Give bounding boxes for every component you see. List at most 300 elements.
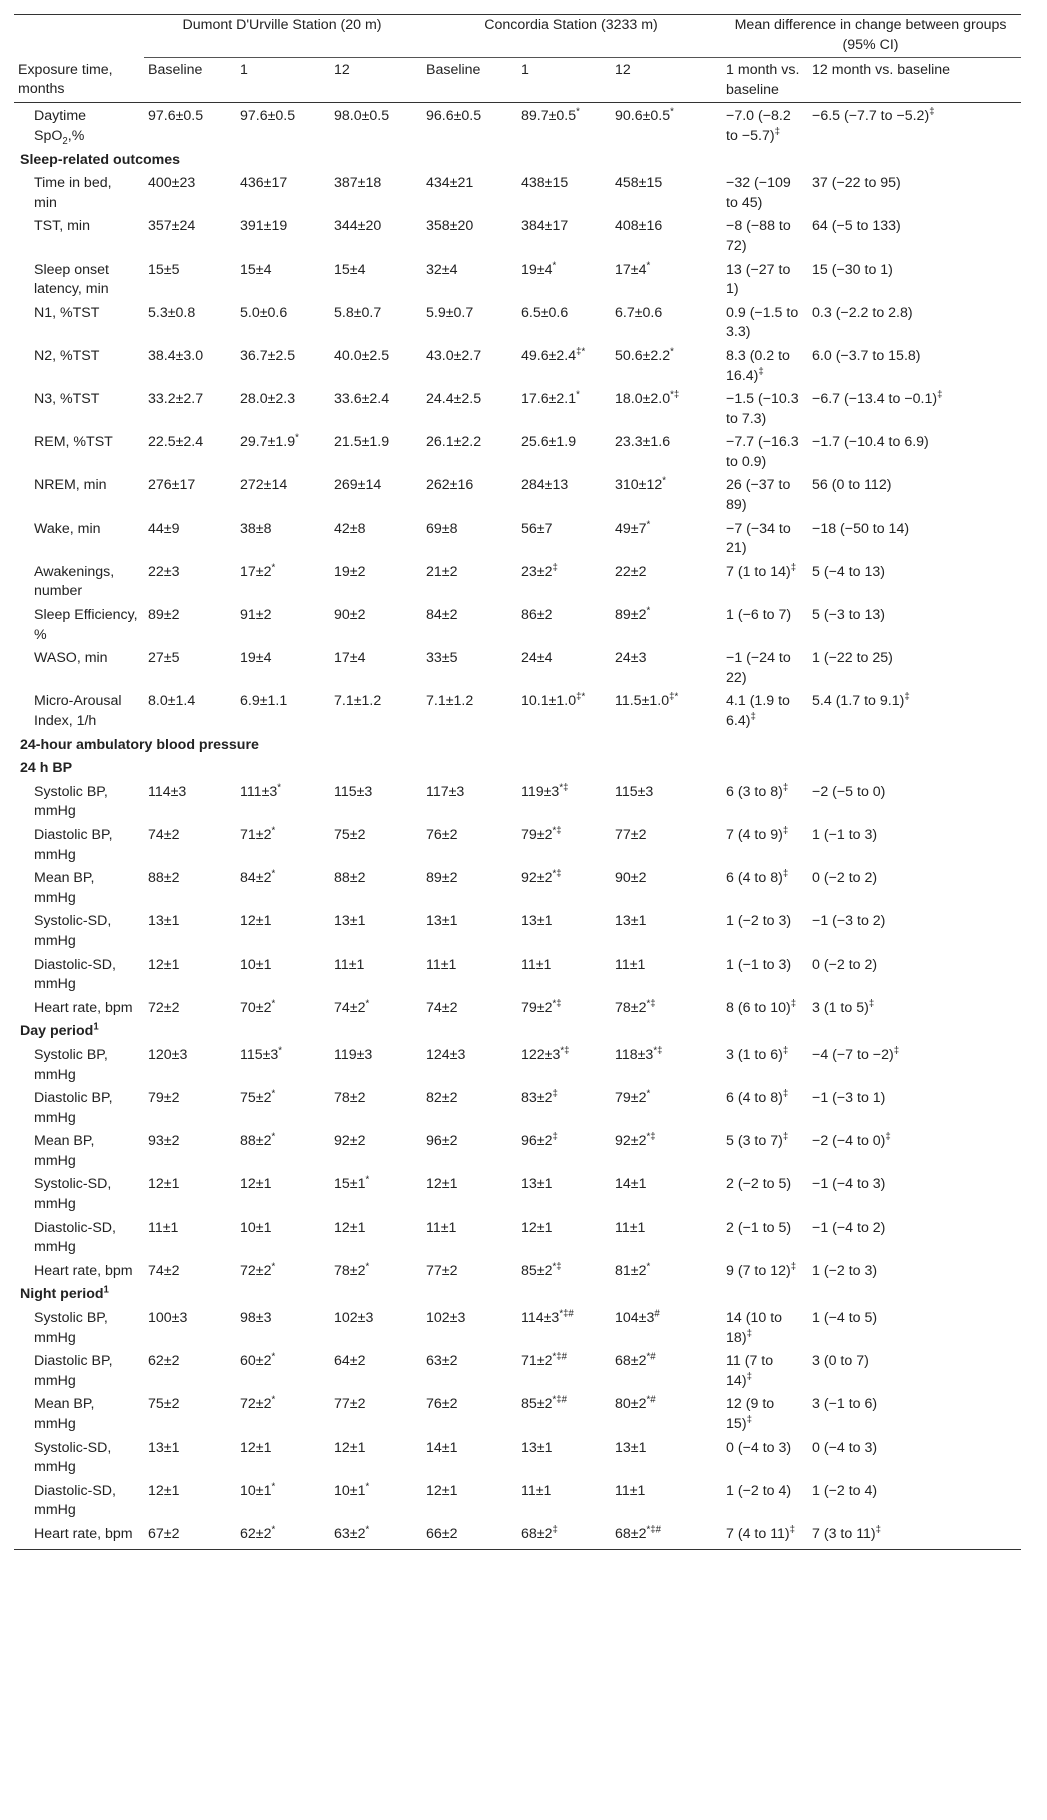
table-cell: 28.0±2.3 [240,391,296,408]
table-row [14,997,1021,1021]
table-row [14,1260,1021,1284]
table-cell: 89.7±0.5* [517,103,611,149]
table-cell: 3 (−1 to 6) [812,1396,878,1413]
table-cell: 0 (−2 to 2) [812,956,878,973]
table-cell: 0.9 (−1.5 to 3.3) [726,304,799,341]
table-cell: 5.4 (1.7 to 9.1)‡ [812,691,910,710]
table-cell: 14±1 [426,1439,458,1456]
table-cell: 12±1 [334,1219,366,1236]
table-cell: 13±1 [615,913,647,930]
table-row [14,1393,1021,1436]
table-cell: 387±18 [334,175,382,192]
table-cell: −7 (−34 to 21) [726,520,791,557]
table-cell: 7 (1 to 14)‡ [726,562,797,580]
table-cell: 344±20 [334,218,382,235]
table-cell: 38±8 [240,520,272,537]
table-row [14,431,1021,474]
table-cell: 74±2 [148,1262,180,1279]
table-cell: 78±2 [334,1090,366,1107]
table-cell: 79±2*‡ [521,997,562,1016]
table-row [14,302,1021,345]
table-cell: 84±2 [426,607,458,624]
table-row [14,690,1021,733]
table-cell: 21.5±1.9 [334,434,390,451]
table-cell: 63±2* [330,1523,422,1549]
table-cell: 114±3*‡# [521,1308,574,1327]
table-cell: 6.7±0.6 [615,304,663,321]
table-cell: 23±2‡ [521,562,558,580]
table-cell: 5.3±0.8 [148,304,196,321]
table-cell: 269±14 [334,477,382,494]
table-cell: 71±2* [240,825,276,843]
table-cell: 24±3 [615,650,647,667]
table-cell: 90±2 [615,870,647,887]
table-cell: 5.8±0.7 [334,304,382,321]
table-cell: 85±2*‡ [521,1261,562,1279]
table-cell: 24.4±2.5 [426,391,482,408]
table-cell: 10±1 [240,956,272,973]
subheader-dumont-1: 1 [236,58,330,103]
table-cell: 77±2 [426,1262,458,1279]
table-row [14,1087,1021,1130]
table-row [14,259,1021,302]
table-cell: 97.6±0.5 [144,103,236,149]
table-cell: 13±1 [148,913,180,930]
table-cell: −1 (−3 to 2) [812,913,886,930]
table-cell: 14±1 [615,1176,647,1193]
table-cell: 97.6±0.5 [236,103,330,149]
table-cell: 102±3 [334,1310,374,1327]
header-corner [14,15,144,58]
row-label: Systolic BP, mmHg [34,1310,108,1346]
table-cell: 100±3 [148,1310,188,1327]
table-cell: 104±3# [615,1308,660,1327]
subheader-diff-1-month: 1 month vs. baseline [722,58,808,103]
row-label: Heart rate, bpm [14,1523,144,1549]
table-cell: 10±1 [240,1219,272,1236]
table-cell: 11.5±1.0‡* [615,691,679,710]
table-cell: 12±1 [148,1482,180,1499]
table-cell: 12±1 [240,913,272,930]
table-cell: 115±3 [334,783,373,800]
table-cell: 75±2 [148,1396,180,1413]
table-cell: 6 (3 to 8)‡ [726,782,789,800]
table-cell: 12±1 [240,1176,272,1193]
table-cell: 90±2 [334,607,366,624]
table-row [14,1480,1021,1523]
table-cell: 17±2* [240,562,276,580]
table-cell: 120±3 [148,1046,188,1063]
table-cell: 12±1 [521,1219,553,1236]
table-cell: 92±2*‡ [615,1131,656,1150]
table-cell: 1 (−2 to 4) [812,1482,878,1499]
table-cell: 111±3* [240,782,282,800]
table-cell: −4 (−7 to −2)‡ [812,1045,900,1063]
table-cell: 10±1* [334,1481,370,1499]
table-cell: 15±1* [334,1174,370,1193]
row-label: Heart rate, bpm [34,1262,133,1279]
table-cell: 115±3* [240,1045,283,1063]
table-cell: 24±4 [521,650,553,667]
table-cell: 50.6±2.2* [615,346,674,364]
table-cell: 89±2 [148,607,180,624]
table-cell: 8.3 (0.2 to 16.4)‡ [726,347,790,384]
table-cell: 74±2 [426,999,458,1016]
table-cell: 13±1 [521,913,553,930]
table-cell: 42±8 [334,520,366,537]
table-row [14,1173,1021,1216]
table-cell: 27±5 [148,650,180,667]
table-cell: 75±2 [334,826,366,843]
table-cell: 90.6±0.5* [611,103,722,149]
table-cell: 357±24 [148,218,196,235]
table-cell: −6.7 (−13.4 to −0.1)‡ [812,389,943,408]
table-cell: −6.5 (−7.7 to −5.2)‡ [808,103,1021,149]
table-row [14,910,1021,953]
table-cell: 11±1 [521,956,552,973]
table-cell: 69±8 [426,520,458,537]
table-cell: 12±1 [426,1176,458,1193]
table-cell: 88±2* [240,1131,276,1150]
table-cell: 272±14 [240,477,288,494]
table-cell: 89±2* [615,605,651,624]
table-cell: −1.7 (−10.4 to 6.9) [812,434,929,451]
table-cell: 76±2 [426,826,458,843]
table-cell: 5.9±0.7 [426,304,474,321]
table-cell: 17.6±2.1* [521,389,580,408]
table-cell: 1 (−22 to 25) [812,650,893,667]
table-cell: 72±2* [240,1394,276,1413]
table-cell: 1 (−6 to 7) [726,607,792,624]
table-cell: 78±2* [334,1261,370,1279]
table-cell: 92±2*‡ [521,868,562,887]
table-row [14,388,1021,431]
table-cell: 7 (4 to 11)‡ [722,1523,808,1549]
section-heading: 24-hour ambulatory blood pressure [20,736,259,753]
table-cell: 83±2‡ [521,1088,558,1107]
table-cell: 6.0 (−3.7 to 15.8) [812,347,921,364]
subsection-heading: Day period$^1$ [20,1021,99,1040]
table-cell: 44±9 [148,520,180,537]
table-cell: 11±1 [615,1219,646,1236]
row-label: REM, %TST [34,434,113,451]
table-cell: 117±3 [426,783,465,800]
table-cell: 122±3*‡ [521,1045,570,1063]
subheader-concordia-baseline: Baseline [422,58,517,103]
table-cell: 80±2*# [615,1394,656,1413]
row-label: N1, %TST [34,304,100,321]
table-cell: 2 (−2 to 5) [726,1176,792,1193]
table-cell: 391±19 [240,218,288,235]
table-row [14,215,1021,258]
table-cell: 1 (−2 to 4) [726,1482,792,1499]
table-cell: 79±2* [615,1088,651,1107]
table-cell: 15±4 [334,261,366,278]
table-cell: −1 (−3 to 1) [812,1090,886,1107]
table-cell: 18.0±2.0*‡ [615,389,680,408]
table-cell: 11±1 [521,1482,552,1499]
table-cell: 96.6±0.5 [422,103,517,149]
table-cell: 79±2 [148,1090,180,1107]
table-cell: 6.5±0.6 [521,304,569,321]
table-cell: 12±1 [148,956,180,973]
table-cell: 75±2* [240,1088,276,1107]
table-cell: 119±3 [334,1046,373,1063]
table-cell: 8.0±1.4 [148,693,196,710]
table-cell: 115±3 [615,783,654,800]
table-cell: 81±2* [615,1261,651,1279]
table-cell: 13±1 [426,913,458,930]
data-table [14,14,1021,1550]
row-label: Mean BP, mmHg [34,1133,95,1169]
table-cell: 38.4±3.0 [148,347,204,364]
table-cell: 79±2*‡ [521,825,562,843]
table-cell: 98±3 [240,1310,272,1327]
table-cell: 11±1 [334,956,365,973]
table-cell: 1 (−4 to 5) [812,1310,878,1327]
table-cell: 384±17 [521,218,569,235]
table-cell: 56±7 [521,520,553,537]
table-cell: 102±3 [426,1310,466,1327]
table-cell: 458±15 [615,175,663,192]
table-cell: 13±1 [334,913,366,930]
table-cell: 12±1 [240,1439,272,1456]
table-cell: 3 (0 to 7) [812,1353,869,1370]
table-cell: −1 (−4 to 3) [812,1176,886,1193]
group-header-mean-difference: Mean difference in change between groups (95% CI) [722,15,1021,58]
table-cell: 11±1 [615,1482,646,1499]
table-row [14,1130,1021,1173]
table-cell: 33.6±2.4 [334,391,390,408]
table-cell: 7 (3 to 11)‡ [808,1523,1021,1549]
table-cell: 84±2* [240,868,276,887]
table-cell: 17±4* [615,259,651,278]
table-cell: 1 (−1 to 3) [726,956,792,973]
table-cell: 19±4* [521,259,557,278]
subsection-row [14,757,1021,781]
table-cell: 15±4 [240,261,272,278]
table-cell: 12±1 [334,1439,366,1456]
table-cell: 21±2 [426,563,458,580]
subsection-heading: 24 h BP [20,760,73,777]
table-cell: 434±21 [426,175,474,192]
table-cell: 400±23 [148,175,196,192]
row-label: NREM, min [34,477,107,494]
table-cell: −1.5 (−10.3 to 7.3) [726,391,799,427]
table-cell: 0 (−4 to 3) [726,1439,792,1456]
table-cell: 13±1 [148,1439,180,1456]
table-row [14,781,1021,824]
table-cell: 33±5 [426,650,458,667]
table-cell: 74±2 [148,826,180,843]
table-cell: 89±2 [426,870,458,887]
table-cell: 77±2 [615,826,647,843]
table-cell: 14 (10 to 18)‡ [726,1310,783,1346]
table-cell: −7.0 (−8.2 to −5.7)‡ [722,103,808,149]
table-cell: 0 (−2 to 2) [812,870,878,887]
table-cell: 33.2±2.7 [148,391,204,408]
table-cell: 37 (−22 to 95) [812,175,901,192]
table-cell: 62±2 [148,1353,180,1370]
table-cell: 98.0±0.5 [330,103,422,149]
row-label: Systolic BP, mmHg [34,783,108,820]
table-cell: 13±1 [521,1176,553,1193]
table-cell: 96±2 [426,1133,458,1150]
subheader-dumont-12: 12 [330,58,422,103]
subsection-row [14,1020,1021,1044]
table-cell: 0.3 (−2.2 to 2.8) [812,304,913,321]
row-label: Sleep onset latency, min [34,261,109,298]
row-label: Heart rate, bpm [34,999,133,1016]
table-cell: 1 (−2 to 3) [812,1262,878,1279]
table-cell: −32 (−109 to 45) [726,175,791,211]
table-row [14,1523,1021,1549]
table-row [14,1044,1021,1087]
table-cell: 0 (−4 to 3) [812,1439,878,1456]
table-cell: 5 (3 to 7)‡ [726,1131,789,1150]
table-cell: 19±2 [334,563,366,580]
table-cell: 92±2 [334,1133,366,1150]
table-cell: 13±1 [615,1439,647,1456]
table-cell: 64±2 [334,1353,366,1370]
table-cell: 68±2*# [615,1351,656,1370]
table-cell: 26 (−37 to 89) [726,477,791,514]
table-cell: 6 (4 to 8)‡ [726,1088,789,1107]
table-row [14,824,1021,867]
table-cell: 36.7±2.5 [240,347,296,364]
table-cell: 358±20 [426,218,474,235]
row-label: Daytime SpO$_2$,% [14,103,144,149]
row-label: Diastolic BP, mmHg [34,1090,113,1126]
table-cell: 67±2 [144,1523,236,1549]
subheader-dumont-baseline: Baseline [144,58,236,103]
row-label: Awakenings, number [34,563,115,600]
table-cell: 88±2 [148,870,180,887]
table-cell: 1 (−1 to 3) [812,826,878,843]
row-label: Systolic-SD, mmHg [34,913,112,949]
table-cell: 22±2 [615,563,647,580]
table-cell: 438±15 [521,175,569,192]
table-cell: 5.0±0.6 [240,304,288,321]
table-body [14,103,1021,1549]
section-row [14,734,1021,758]
table-cell: 71±2*‡# [521,1351,567,1370]
table-cell: 6 (4 to 8)‡ [726,868,789,887]
table-cell: 25.6±1.9 [521,434,577,451]
table-cell: 68±2‡ [517,1523,611,1549]
table-row [14,345,1021,388]
table-cell: 7.1±1.2 [426,693,474,710]
table-row [14,1307,1021,1350]
row-label: Diastolic-SD, mmHg [34,1482,116,1519]
table-cell: 6.9±1.1 [240,693,288,710]
table-cell: 276±17 [148,477,196,494]
table-cell: 49.6±2.4‡* [521,346,586,364]
table-cell: −2 (−4 to 0)‡ [812,1131,891,1150]
table-cell: 82±2 [426,1090,458,1107]
table-cell: 32±4 [426,261,458,278]
row-label: N2, %TST [34,347,100,364]
table-cell: 22±3 [148,563,180,580]
table-cell: 408±16 [615,218,663,235]
row-label: Diastolic BP, mmHg [34,1353,113,1389]
row-label: WASO, min [34,650,108,667]
table-cell: 96±2‡ [521,1131,558,1150]
table-cell: 76±2 [426,1396,458,1413]
table-cell: 66±2 [422,1523,517,1549]
table-cell: −8 (−88 to 72) [726,218,791,254]
table-row [14,518,1021,561]
table-row [14,867,1021,910]
table-cell: 70±2* [240,997,276,1016]
table-row [14,474,1021,517]
table-cell: 9 (7 to 12)‡ [726,1261,797,1279]
row-label: Wake, min [34,520,101,537]
group-header-concordia: Concordia Station (3233 m) [422,15,722,58]
table-cell: 29.7±1.9* [240,432,299,451]
row-label: Mean BP, mmHg [34,870,95,906]
table-cell: 11±1 [426,956,457,973]
table-cell: 2 (−1 to 5) [726,1219,792,1236]
table-cell: 60±2* [240,1351,276,1370]
table-cell: 10.1±1.0‡* [521,691,586,710]
table-cell: 12±1 [426,1482,458,1499]
table-cell: 72±2 [148,999,180,1016]
table-cell: 12 (9 to 15)‡ [726,1396,775,1432]
table-row [14,954,1021,997]
table-cell: 19±4 [240,650,272,667]
table-cell: 11 (7 to 14)‡ [726,1353,774,1389]
table-cell: 56 (0 to 112) [812,477,892,494]
table-cell: 68±2*‡# [611,1523,722,1549]
table-cell: 118±3*‡ [615,1045,663,1063]
row-label: Time in bed, min [34,175,112,211]
table-cell: 262±16 [426,477,474,494]
table-cell: 13 (−27 to 1) [726,261,791,298]
table-cell: −2 (−5 to 0) [812,783,886,800]
table-cell: 5 (−4 to 13) [812,563,886,580]
table-cell: 15 (−30 to 1) [812,261,893,278]
table-cell: −7.7 (−16.3 to 0.9) [726,434,799,470]
table-cell: 3 (1 to 5)‡ [812,997,875,1016]
table-cell: 10±1* [240,1481,276,1499]
table-cell: 72±2* [240,1261,276,1279]
table-cell: −1 (−24 to 22) [726,650,791,686]
table-cell: 88±2 [334,870,366,887]
table-cell: 40.0±2.5 [334,347,390,364]
table-cell: 310±12* [615,475,667,494]
table-cell: 7.1±1.2 [334,693,382,710]
table-row [14,1217,1021,1260]
table-row [14,172,1021,215]
row-label: Diastolic-SD, mmHg [34,1219,116,1256]
table-cell: 5 (−3 to 13) [812,607,886,624]
table-cell: 78±2*‡ [615,997,656,1016]
table-cell: 436±17 [240,175,288,192]
table-row [14,561,1021,604]
table-cell: 11±1 [148,1219,179,1236]
exposure-time-header: Exposure time, months [18,61,113,98]
table-cell: 74±2* [334,997,370,1016]
table-cell: 62±2* [236,1523,330,1549]
table-cell: 77±2 [334,1396,366,1413]
table-cell: 124±3 [426,1046,466,1063]
table-cell: 23.3±1.6 [615,434,671,451]
subheader-concordia-12: 12 [611,58,722,103]
table-cell: 114±3 [148,783,187,800]
table-cell: 22.5±2.4 [148,434,204,451]
table-cell: 63±2 [426,1353,458,1370]
